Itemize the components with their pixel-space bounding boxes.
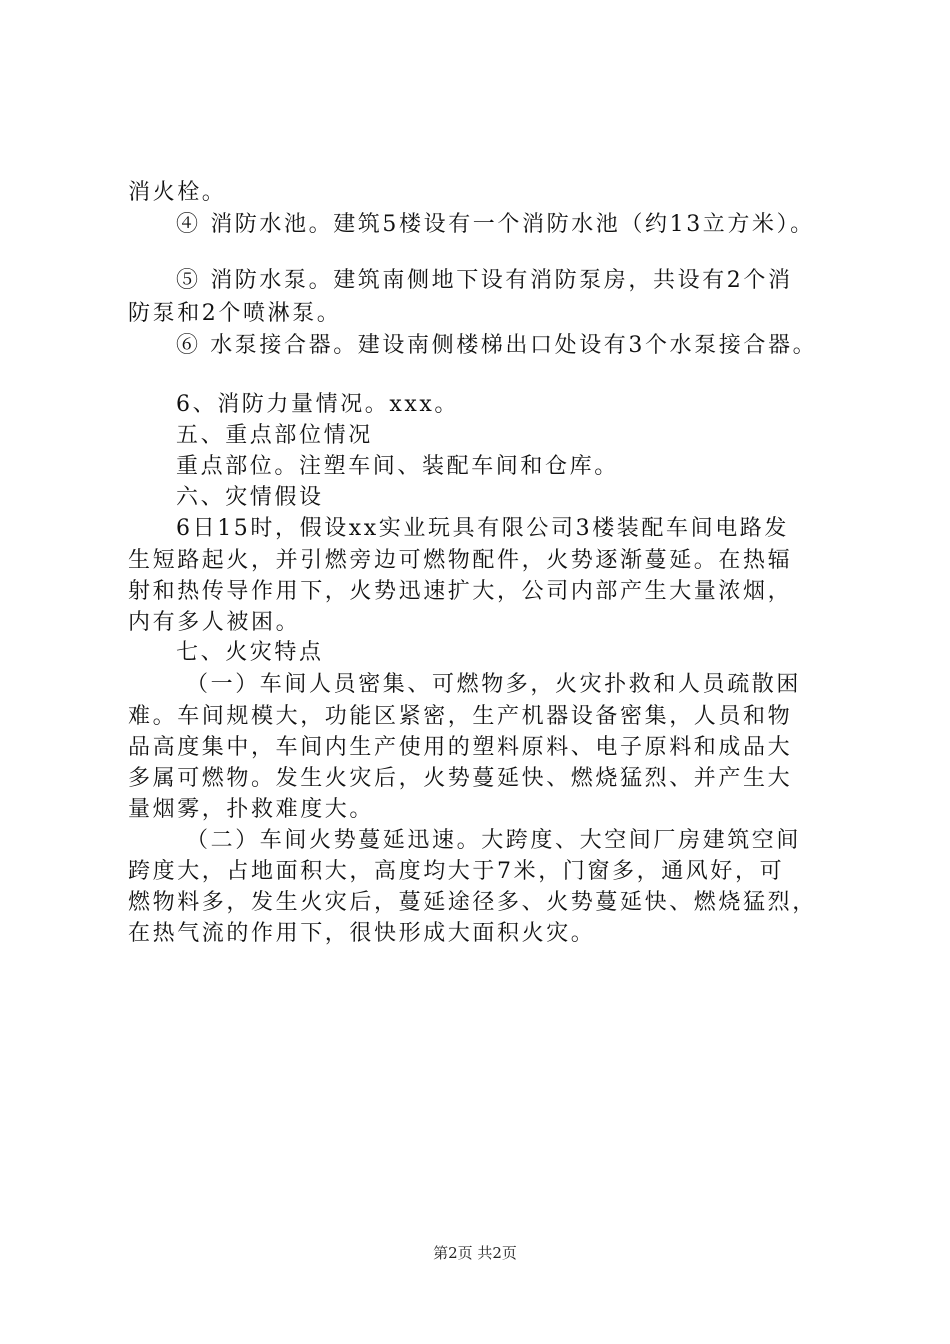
section-heading: 五、重点部位情况 — [176, 423, 373, 448]
body-line: 防泵和2个喷淋泵。 — [128, 301, 342, 326]
body-line: 在热气流的作用下，很快形成大面积火灾。 — [128, 921, 596, 946]
body-line: ⑤ 消防水泵。建筑南侧地下设有消防泵房，共设有2个消 — [176, 268, 793, 293]
body-line: ④ 消防水池。建筑5楼设有一个消防水池（约13立方米）。 — [176, 212, 815, 237]
body-line: 多属可燃物。发生火灾后，火势蔓延快、燃烧猛烈、并产生大 — [128, 766, 793, 791]
body-line: 消火栓。 — [128, 180, 227, 205]
body-line: （一）车间人员密集、可燃物多，火灾扑救和人员疏散困 — [186, 672, 802, 697]
body-line: 生短路起火，并引燃旁边可燃物配件，火势逐渐蔓延。在热辐 — [128, 548, 793, 573]
section-heading: 七、火灾特点 — [176, 640, 324, 665]
body-line: 跨度大，占地面积大，高度均大于7米，门窗多，通风好，可 — [128, 859, 785, 884]
body-line: 6日15时，假设xx实业玩具有限公司3楼装配车间电路发 — [176, 516, 790, 541]
body-line: 燃物料多，发生火灾后，蔓延途径多、火势蔓延快、燃烧猛烈， — [128, 890, 817, 915]
body-line: 重点部位。注塑车间、装配车间和仓库。 — [176, 454, 619, 479]
section-heading: 六、灾情假设 — [176, 485, 324, 510]
page-number-footer: 第2页 共2页 — [433, 1244, 517, 1262]
body-line: 6、消防力量情况。xxx。 — [176, 392, 460, 417]
body-line: （二）车间火势蔓延迅速。大跨度、大空间厂房建筑空间 — [186, 828, 802, 853]
body-line: 难。车间规模大，功能区紧密，生产机器设备密集，人员和物 — [128, 704, 793, 729]
body-line: 品高度集中，车间内生产使用的塑料原料、电子原料和成品大 — [128, 735, 793, 760]
body-line: 内有多人被困。 — [128, 610, 301, 635]
body-line: ⑥ 水泵接合器。建设南侧楼梯出口处设有3个水泵接合器。 — [176, 333, 818, 358]
body-line: 射和热传导作用下，火势迅速扩大，公司内部产生大量浓烟， — [128, 579, 793, 604]
body-line: 量烟雾，扑救难度大。 — [128, 797, 375, 822]
